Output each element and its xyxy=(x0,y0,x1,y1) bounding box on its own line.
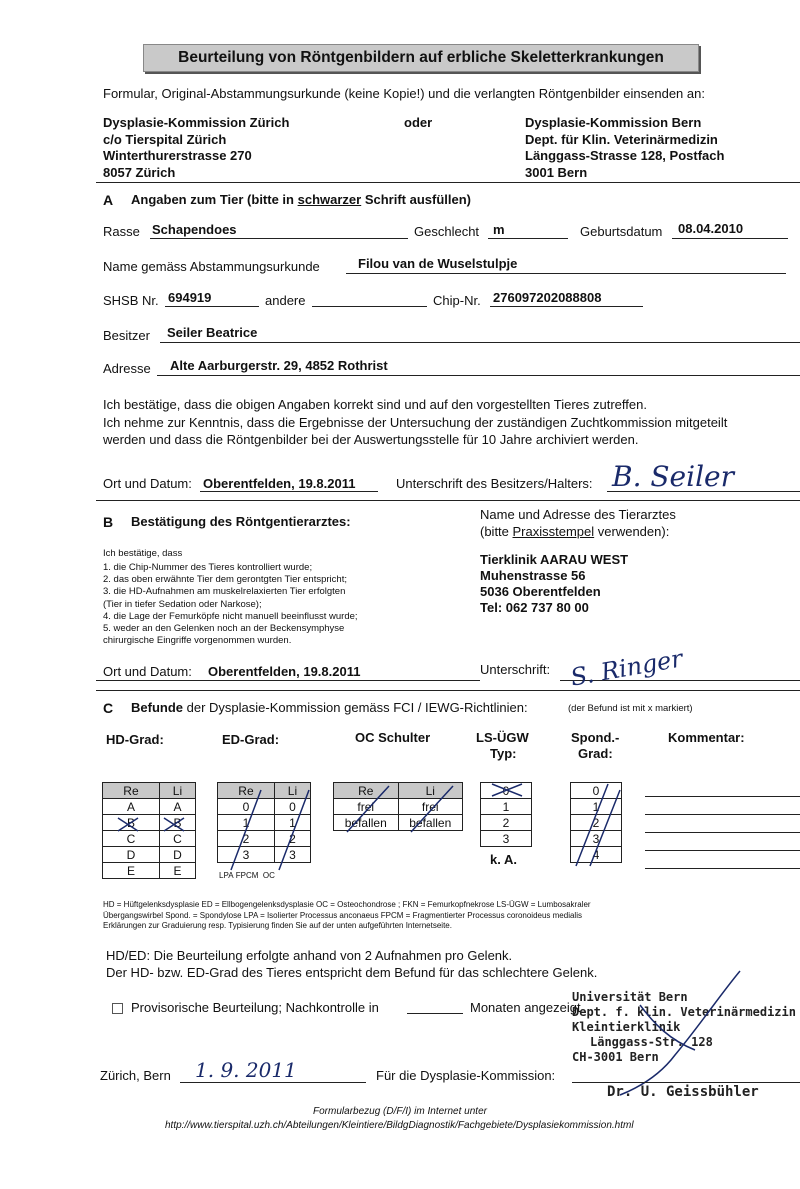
hd-cell[interactable]: E xyxy=(103,863,160,879)
provisional-label: Provisorische Beurteilung; Nachkontrolle in xyxy=(131,1000,379,1015)
ed-head-re: Re xyxy=(218,783,275,799)
address-zurich-line: c/o Tierspital Zürich xyxy=(103,131,227,147)
ort-value-b[interactable]: Oberentfelden, 19.8.2011 xyxy=(208,664,361,679)
ed-cell[interactable]: 3 xyxy=(274,847,310,863)
vet-line: Tierklinik AARAU WEST xyxy=(480,552,629,567)
footer-url[interactable]: http://www.tierspital.uzh.ch/Abteilungen/Kleintiere/BildgDiagnostik/Fachgebiete/Dysplasiekommission.html xyxy=(165,1120,634,1131)
commission-date[interactable]: 1. 9. 2011 xyxy=(195,1058,297,1082)
section-c-letter: C xyxy=(103,700,114,716)
ed-cell[interactable]: 2 xyxy=(218,831,275,847)
date-line xyxy=(180,1082,366,1083)
intro-text: Formular, Original-Abstammungsurkunde (keine Kopie!) und die verlangten Röntgenbilder einsenden an: xyxy=(103,86,705,101)
section-a-title-ul: schwarzer xyxy=(297,192,362,207)
b-item: 1. die Chip-Nummer des Tieres kontrolliert wurde; xyxy=(103,562,313,573)
section-c-title-bold: Befunde xyxy=(131,700,183,715)
col-ls-sub: Typ: xyxy=(490,746,517,761)
vet-label-2-post: verwenden): xyxy=(594,524,670,539)
hd-cell[interactable]: C xyxy=(159,831,195,847)
section-a-title-pre: Angaben zum Tier (bitte in xyxy=(131,192,298,207)
vet-line: Tel: 062 737 80 00 xyxy=(480,600,589,615)
geschlecht-value[interactable]: m xyxy=(493,222,505,237)
b-intro: Ich bestätige, dass xyxy=(103,548,183,559)
divider xyxy=(96,500,800,501)
rasse-line xyxy=(150,238,408,239)
adresse-label: Adresse xyxy=(103,361,151,376)
b-item: 4. die Lage der Femurköpfe nicht manuell beeinflusst wurde; xyxy=(103,610,358,622)
ed-foot-oc: OC xyxy=(262,871,275,880)
hd-head-li: Li xyxy=(159,783,195,799)
section-c-title-rest: der Dysplasie-Kommission gemäss FCI / IEWG-Richtlinien: xyxy=(183,700,528,715)
ed-cell[interactable]: 0 xyxy=(218,799,275,815)
col-ls: LS-ÜGW xyxy=(476,730,529,745)
ls-cell[interactable]: 1 xyxy=(481,799,532,815)
section-a-title-post: Schrift ausfüllen) xyxy=(361,192,471,207)
hd-x-mark xyxy=(118,818,184,831)
comment-line[interactable] xyxy=(645,850,800,851)
spond-strike-marks xyxy=(568,780,628,872)
ed-foot-lpa: LPA xyxy=(219,871,234,880)
hd-cell[interactable]: D xyxy=(103,847,160,863)
address-zurich-line: Dysplasie-Kommission Zürich xyxy=(103,115,290,130)
provisional-checkbox[interactable] xyxy=(112,1003,123,1014)
commission-sig-line xyxy=(572,1082,800,1083)
divider xyxy=(96,182,800,183)
sig-label-a: Unterschrift des Besitzers/Halters: xyxy=(396,476,593,491)
adresse-value[interactable]: Alte Aarburgerstr. 29, 4852 Rothrist xyxy=(170,358,388,373)
ls-x-mark xyxy=(492,784,522,796)
legend-line: HD = Hüftgelenksdysplasie ED = Ellbogengelenksdysplasie OC = Osteochondrose ; FKN = Femurkopfnekrose LS-ÜGW = Lumbosakraler xyxy=(103,900,591,909)
commission-signature-scribble xyxy=(600,965,760,1100)
hded-note-2: Der HD- bzw. ED-Grad des Tieres entspricht dem Befund für das schlechtere Gelenk. xyxy=(106,965,598,980)
b-item: 2. das oben erwähnte Tier dem gerontgten Tier entspricht; xyxy=(103,574,347,586)
oc-head-re: Re xyxy=(334,783,399,799)
col-oc: OC Schulter xyxy=(355,730,431,745)
vet-stamp xyxy=(480,552,628,616)
footer-line-1: Formularbezug (D/F/I) im Internet unter xyxy=(313,1106,487,1117)
address-bern-line: Dept. für Klin. Veterinärmedizin xyxy=(525,131,718,147)
ls-cell[interactable]: 2 xyxy=(481,815,532,831)
oc-strike xyxy=(347,786,453,832)
comment-line[interactable] xyxy=(645,868,800,869)
address-zurich-line: 8057 Zürich xyxy=(103,164,176,180)
ort-line-b xyxy=(96,680,480,681)
comment-line[interactable] xyxy=(645,832,800,833)
hd-cell-marked[interactable]: B xyxy=(103,815,160,831)
sig-label-b: Unterschrift: xyxy=(480,662,551,677)
provisional-line[interactable] xyxy=(407,1013,463,1014)
vet-label-2 xyxy=(480,524,669,539)
ed-cell[interactable]: 0 xyxy=(274,799,310,815)
ort-label-a: Ort und Datum: xyxy=(103,476,192,491)
chip-line xyxy=(490,306,643,307)
spond-cell[interactable]: 3 xyxy=(571,831,622,847)
besitzer-value[interactable]: Seiler Beatrice xyxy=(167,325,258,340)
chip-value[interactable]: 276097202088808 xyxy=(493,290,602,305)
hd-cross-marks xyxy=(100,815,200,835)
address-bern-line: Dysplasie-Kommission Bern xyxy=(525,115,702,130)
oc-head-li: Li xyxy=(398,783,463,799)
hd-cell[interactable]: D xyxy=(159,847,195,863)
oc-cell-frei[interactable]: frei xyxy=(334,799,399,815)
hded-note-1: HD/ED: Die Beurteilung erfolgte anhand von 2 Aufnahmen pro Gelenk. xyxy=(106,948,513,963)
spond-strike xyxy=(576,784,620,866)
legend-line: Erklärungen zur Graduierung resp. Typisierung finden Sie auf der unten aufgeführten Internetseite. xyxy=(103,921,452,930)
spond-cell-marked[interactable]: 0 xyxy=(571,783,622,799)
ed-strike-marks xyxy=(217,782,313,882)
address-zurich-line: Winterthurerstrasse 270 xyxy=(103,148,252,163)
page-title: Beurteilung von Röntgenbildern auf erbliche Skeletterkrankungen xyxy=(178,49,664,66)
geburtsdatum-value[interactable]: 08.04.2010 xyxy=(678,221,744,236)
stamp-line: Universität Bern xyxy=(572,990,688,1004)
col-spond-sub: Grad: xyxy=(578,746,613,761)
section-a-title xyxy=(131,192,471,207)
signature-vet: S. Ringer xyxy=(568,644,685,692)
name-value[interactable]: Filou van de Wuselstulpje xyxy=(358,256,518,271)
ed-strike xyxy=(231,790,309,870)
col-spond: Spond.- xyxy=(571,730,620,745)
ed-cell[interactable]: 1 xyxy=(274,815,310,831)
ort-label-b: Ort und Datum: xyxy=(103,664,192,679)
vet-label-2-pre: (bitte xyxy=(480,524,513,539)
signature-stroke xyxy=(620,971,740,1095)
commission-signer: Dr. U. Geissbühler xyxy=(607,1084,759,1100)
ls-cross-mark xyxy=(478,780,538,800)
b-item: 5. weder an den Gelenken noch an der Beckensymphyse xyxy=(103,623,345,635)
section-c-title xyxy=(131,700,528,715)
hd-head-re: Re xyxy=(103,783,160,799)
hd-cell[interactable]: A xyxy=(103,799,160,815)
address-bern-line: Länggass-Strasse 128, Postfach xyxy=(525,148,725,163)
b-items xyxy=(103,562,358,647)
address-bern-line: 3001 Bern xyxy=(525,164,588,180)
geburtsdatum-line xyxy=(672,238,788,239)
ls-cell[interactable]: 3 xyxy=(481,831,532,847)
stamp-line: Dept. f. klin. Veterinärmedizin xyxy=(572,1005,796,1019)
section-a-letter: A xyxy=(103,192,114,208)
ort-line-a xyxy=(200,491,378,492)
hd-cell[interactable]: A xyxy=(159,799,195,815)
confirm-line: Ich bestätige, dass die obigen Angaben korrekt sind und auf den vorgestellten Tieres zutreffen. xyxy=(103,397,647,412)
vet-line: 5036 Oberentfelden xyxy=(480,584,601,599)
ed-foot-fpcm: FPCM xyxy=(235,871,259,880)
section-b-title: Bestätigung des Röntgentierarztes: xyxy=(131,514,351,529)
ed-cell[interactable]: 2 xyxy=(274,831,310,847)
andere-line xyxy=(312,306,427,307)
confirm-line: Ich nehme zur Kenntnis, dass die Ergebnisse der Untersuchung der zuständigen Zuchtkommission mitgeteilt xyxy=(103,414,728,430)
besitzer-label: Besitzer xyxy=(103,328,150,343)
besitzer-line xyxy=(160,342,800,343)
ed-cell[interactable]: 1 xyxy=(218,815,275,831)
ls-cell-marked[interactable]: 0 xyxy=(481,783,532,799)
b-item: 3. die HD-Aufnahmen am muskelrelaxierten Tier erfolgten xyxy=(103,586,346,598)
spond-cell[interactable]: 1 xyxy=(571,799,622,815)
hd-cell[interactable]: C xyxy=(103,831,160,847)
shsb-line xyxy=(165,306,259,307)
spond-cell[interactable]: 4 xyxy=(571,847,622,863)
rasse-value[interactable]: Schapendoes xyxy=(152,222,237,237)
zurich-bern-label: Zürich, Bern xyxy=(100,1068,171,1083)
stamp-line: CH-3001 Bern xyxy=(572,1050,659,1064)
confirm-line: werden und dass die Röntgenbilder bei der Auswertungsstelle für 10 Jahre archiviert werden. xyxy=(103,432,639,447)
oc-strike-marks xyxy=(333,782,465,838)
address-bern xyxy=(525,115,724,181)
legend-line: Übergangswirbel Spond. = Spondylose LPA = Isolierter Processus anconaeus FPCM = Fragmentierter Processus coronoideus medialis xyxy=(103,910,582,920)
vet-line: Muhenstrasse 56 xyxy=(480,568,586,583)
geschlecht-line xyxy=(488,238,568,239)
col-komm: Kommentar: xyxy=(668,730,745,745)
geburtsdatum-label: Geburtsdatum xyxy=(580,224,663,239)
commission-label: Für die Dysplasie-Kommission: xyxy=(376,1068,556,1083)
hd-cell[interactable]: E xyxy=(159,863,195,879)
oc-cell-befallen[interactable]: befallen xyxy=(334,815,399,831)
chip-label: Chip-Nr. xyxy=(433,293,481,308)
divider xyxy=(96,690,800,691)
title-box xyxy=(143,44,699,72)
section-c-note: (der Befund ist mit x markiert) xyxy=(568,703,693,714)
shsb-value[interactable]: 694919 xyxy=(168,290,212,305)
signature-owner: B. Seiler xyxy=(612,460,734,493)
b-item: chirurgische Eingriffe vorgenommen wurden. xyxy=(103,635,292,647)
comment-line[interactable] xyxy=(645,796,800,797)
ls-foot: k. A. xyxy=(490,852,517,867)
confirm-text xyxy=(103,396,727,449)
shsb-label: SHSB Nr. xyxy=(103,293,159,308)
ed-head-li: Li xyxy=(274,783,310,799)
name-label: Name gemäss Abstammungsurkunde xyxy=(103,259,320,274)
spond-cell[interactable]: 2 xyxy=(571,815,622,831)
vet-label-1: Name und Adresse des Tierarztes xyxy=(480,507,676,522)
hd-cell-marked[interactable]: B xyxy=(159,815,195,831)
col-hd: HD-Grad: xyxy=(106,732,164,747)
rasse-label: Rasse xyxy=(103,224,140,239)
ed-cell[interactable]: 3 xyxy=(218,847,275,863)
legend xyxy=(103,900,591,932)
adresse-line xyxy=(157,375,800,376)
col-ed: ED-Grad: xyxy=(222,732,280,747)
vet-label-2-ul: Praxisstempel xyxy=(512,524,595,539)
geschlecht-label: Geschlecht xyxy=(414,224,480,239)
stamp-line: Länggass-Str. 128 xyxy=(590,1035,713,1049)
address-zurich xyxy=(103,115,289,181)
name-line xyxy=(346,273,786,274)
ort-value-a[interactable]: Oberentfelden, 19.8.2011 xyxy=(203,476,356,491)
provisional-suffix: Monaten angezeigt xyxy=(470,1000,581,1015)
section-b-letter: B xyxy=(103,514,114,530)
andere-label: andere xyxy=(265,293,306,308)
stamp-line: Kleintierklinik xyxy=(572,1020,681,1034)
oc-cell-befallen[interactable]: befallen xyxy=(398,815,463,831)
oder-text: oder xyxy=(404,115,433,130)
oc-cell-frei[interactable]: frei xyxy=(398,799,463,815)
b-item: (Tier in tiefer Sedation oder Narkose); xyxy=(103,598,262,610)
comment-line[interactable] xyxy=(645,814,800,815)
